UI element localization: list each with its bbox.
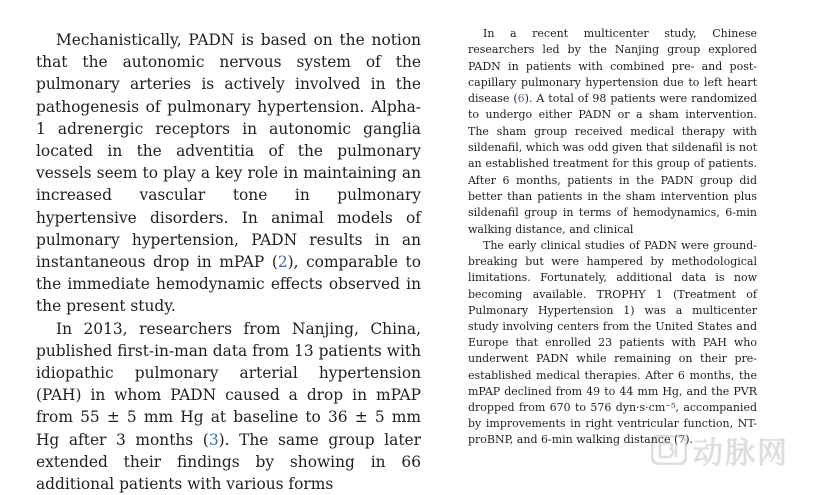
reference-link[interactable]: 2	[277, 253, 288, 272]
paragraph-text: ), comparable to the immediate hemodynamic effects observed in the present study.	[36, 253, 421, 316]
paragraph-text: ). The same group later extended their findings by showing in 66 additional patients with various forms	[36, 430, 421, 494]
paragraph-text: ). A total of 98 patients were randomized to undergo either PADN or a sham intervention. The sham group received medical therapy with sildenafil, which was odd given that sildenafil is not an established treatment for this group of patients. After 6 months, patients in the PADN group did better than patients in the sham intervention plus sildenafil group in terms of hemodynamics, 6-min walking distance, and clinical	[468, 92, 757, 236]
paragraph-text: Mechanistically, PADN is based on the notion that the autonomic nervous system of the pulmonary arteries is actively involved in the pathogenesis of pulmonary hypertension. Alpha-1 adrenergic receptors in autonomic ganglia located in the adventitia of the pulmonary vessels seem to play a key role in maintaining an increased vascular tone in pulmonary hypertensive disorders. In animal models of pulmonary hypertension, PADN results in an instantaneous drop in mPAP (	[36, 31, 421, 272]
paragraph-text: In a recent multicenter study, Chinese researchers led by the Nanjing group explored PADN in patients with combined pre- and post-capillary pulmonary hypertension due to left heart disease (	[468, 27, 757, 106]
paragraph-multicenter-study	[468, 26, 757, 238]
reference-link[interactable]: 6	[517, 92, 525, 106]
left-column	[36, 29, 421, 495]
paragraph-trophy-1	[468, 238, 757, 449]
paragraph-text: In 2013, researchers from Nanjing, China, published first-in-man data from 13 patients with idiopathic pulmonary arterial hypertension (PAH) in whom PADN caused a drop in mPAP from 55 ± 5 mm Hg at baseline to 36 ± 5 mm Hg after 3 months (	[36, 319, 421, 449]
watermark-logo-icon	[651, 435, 687, 465]
reference-link[interactable]: 7	[678, 433, 686, 447]
right-column-top	[468, 26, 757, 238]
paragraph-mechanism	[36, 29, 421, 318]
paragraph-text: The early clinical studies of PADN were groundbreaking but were hampered by methodological limitations. Fortunately, additional data is now becoming available. TROPHY 1 (Treatment of Pulmonary Hypertension 1) was a multicenter study involving centers from the United States and Europe that enrolled 23 patients with PAH who underwent PADN while remaining on their pre-established medical therapies. After 6 months, the mPAP declined from 49 to 44 mm Hg, and the PVR dropped from 670 to 576 dyn·s·cm⁻⁵, accompanied by improvements in right ventricular function, NT-proBNP, and 6-min walking distance (	[468, 239, 757, 447]
watermark-text: 动脉网	[693, 436, 789, 471]
reference-link[interactable]: 3	[208, 430, 219, 449]
watermark	[651, 430, 816, 470]
right-column-bottom	[468, 238, 757, 449]
paragraph-nanjing-2013	[36, 318, 421, 495]
paragraph-text: ).	[685, 433, 694, 447]
